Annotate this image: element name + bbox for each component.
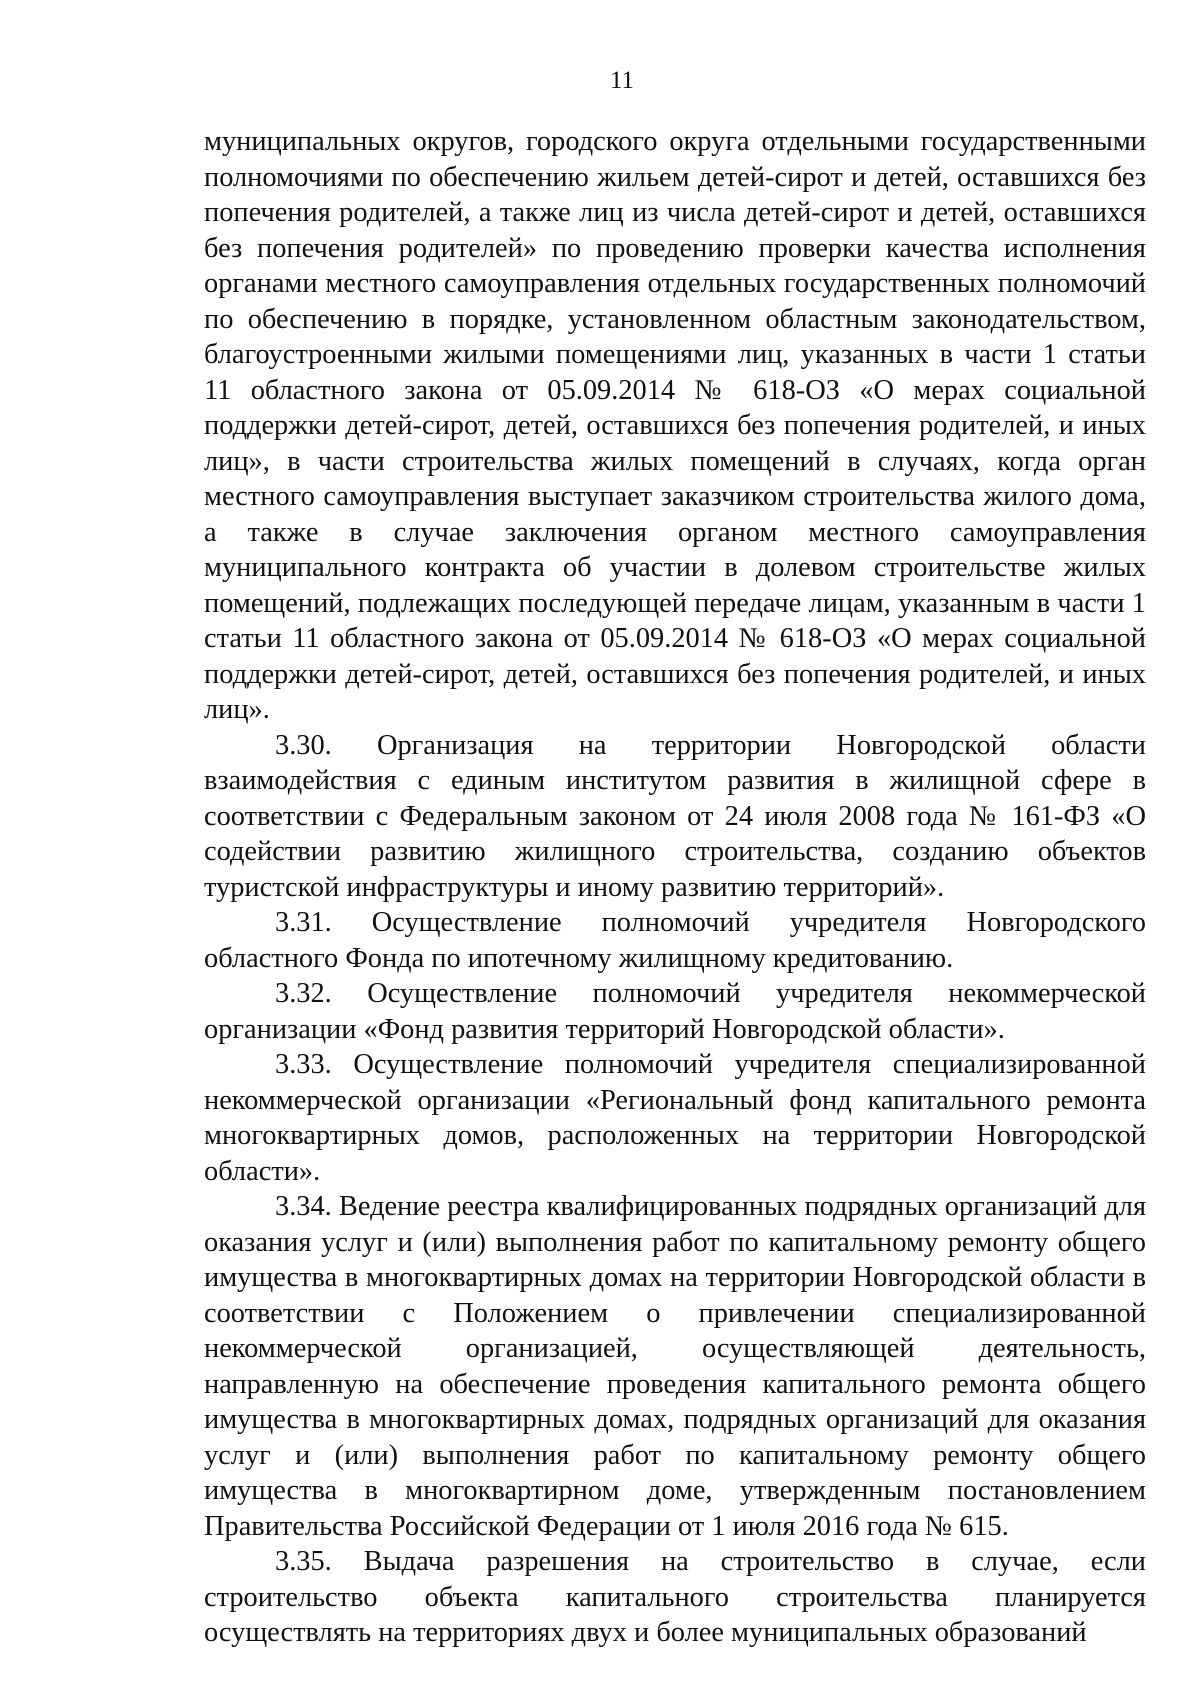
paragraph-3-31: 3.31. Осуществление полномочий учредителя Новгородского областного Фонда по ипотечному жилищному кредитованию.	[204, 907, 1146, 974]
paragraph-3-30: 3.30. Организация на территории Новгородской области взаимодействия с единым институтом развития в жилищной сфере в соответствии с Федеральным законом от 24 июля 2008 года № 161-ФЗ «О содействии развитию жилищного строительства, созданию объектов туристской инфраструктуры и иному развитию территорий».	[204, 729, 1146, 903]
paragraph-3-33: 3.33. Осуществление полномочий учредителя специализированной некоммерческой организации «Региональный фонд капитального ремонта многоквартирных домов, расположенных на территории Новгородской области».	[204, 1049, 1146, 1187]
paragraph-3-32: 3.32. Осуществление полномочий учредителя некоммерческой организации «Фонд развития территорий Новгородской области».	[204, 978, 1146, 1045]
paragraph-3-34: 3.34. Ведение реестра квалифицированных подрядных организаций для оказания услуг и (или) выполнения работ по капитальному ремонту общего имущества в многоквартирных домах на территории Новгородской области в соответствии с Положением о привлечении специализированной некоммерческой организацией, осуществляющей деятельность, направленную на обеспечение проведения капитального ремонта общего имущества в многоквартирных домах, подрядных организаций для оказания услуг и (или) выполнения работ по капитальному ремонту общего имущества в многоквартирном доме, утвержденным постановлением Правительства Российской Федерации от 1 июля 2016 года № 615.	[204, 1191, 1146, 1542]
document-body	[204, 124, 1146, 1651]
page-number: 11	[609, 67, 635, 94]
paragraph-continuation: муниципальных округов, городского округа отдельными государственными полномочиями по обеспечению жильем детей-сирот и детей, оставшихся без попечения родителей, а также лиц из числа детей-сирот и детей, оставшихся без попечения родителей» по проведению проверки качества исполнения органами местного самоуправления отдельных государственных полномочий по обеспечению в порядке, установленном областным законодательством, благоустроенными жилыми помещениями лиц, указанных в части 1 статьи 11 областного закона от 05.09.2014 № 618-ОЗ «О мерах социальной поддержки детей-сирот, детей, оставшихся без попечения родителей, и иных лиц», в части строительства жилых помещений в случаях, когда орган местного самоуправления выступает заказчиком строительства жилого дома, а также в случае заключения органом местного самоуправления муниципального контракта об участии в долевом строительстве жилых помещений, подлежащих последующей передаче лицам, указанным в части 1 статьи 11 областного закона от 05.09.2014 № 618-ОЗ «О мерах социальной поддержки детей-сирот, детей, оставшихся без попечения родителей, и иных лиц».	[204, 126, 1146, 725]
paragraph-3-35: 3.35. Выдача разрешения на строительство в случае, если строительство объекта капитального строительства планируется осуществлять на территориях двух и более муниципальных образований	[204, 1546, 1146, 1648]
